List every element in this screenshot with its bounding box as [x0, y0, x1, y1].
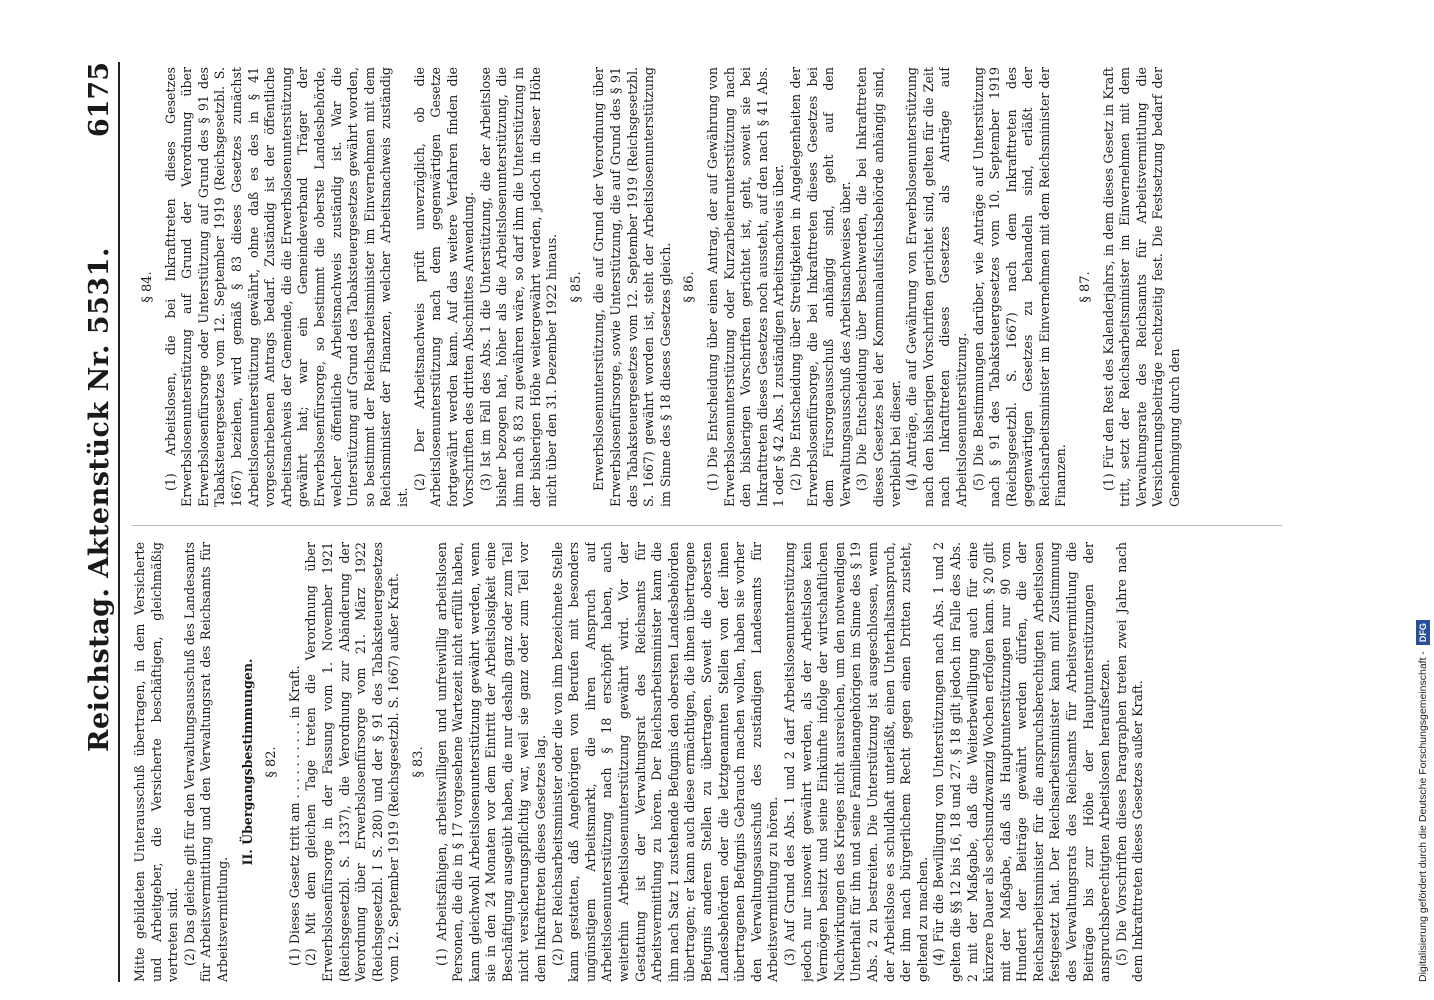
paragraph-heading: § 87.	[1078, 271, 1094, 303]
paragraph: (1) Für den Rest des Kalenderjahrs, in dem dieses Gesetz in Kraft tritt, setzt der Reichsarbeitsminister im Einvernehmen mit dem Verwaltungsrate des Reichsamts für Arbeitsvermittlung die Versicherungsbeiträge rechtzeitig fest. Die Festsetzung bedarf der Genehmigung durch den	[1100, 67, 1183, 507]
paragraph-heading: § 84.	[140, 271, 155, 303]
paragraph: (4) Für die Bewilligung von Unterstützungen nach Abs. 1 und 2 gelten die §§ 12 bis 16, 18 und 27. § 18 gilt jedoch im Falle des Abs. 2 mit der Maßgabe, daß die Weiterbewilligung auch für eine kürzere Dauer als sechsundzwanzig Wochen erfolgen kann. § 20 gilt mit der Maßgabe, daß als Hauptunterstützungen nur 90 vom Hundert der Beiträge gewährt werden dürfen, die der Reichsarbeitsminister für die anspruchsberechtigten Arbeitslosen festgesetzt hat. Der Reichsarbeitsminister kann mit Zustimmung des Verwaltungsrats des Reichsamts für Arbeitsvermittlung die Beiträge bis zur Höhe der Hauptunterstützungen der anspruchsberechtigten Arbeitslosen heraufsetzen.	[931, 542, 1113, 982]
paragraph: (1) Dieses Gesetz tritt am . . . . . . . . . . in Kraft.	[286, 665, 302, 966]
page-number: 6175	[84, 62, 115, 138]
paragraph: (1) Arbeitsfähigen, arbeitswilligen und unfreiwillig arbeitslosen Personen, die die in § 17 vorgesehene Wartezeit nicht erfüllt haben, kann gleichwohl Arbeitslosenunterstützung gewährt werden, wenn sie in den 24 Monaten vor dem Eintritt der Arbeitslosigkeit eine Beschäftigung ausgeübt haben, die nur deshalb ganz oder zum Teil nicht versicherungspflichtig war, weil sie ganz oder zum Teil vor dem Inkrafttreten dieses Gesetzes lag.	[433, 542, 549, 982]
paragraph: (2) Der Arbeitsnachweis prüft unverzüglich, ob die Arbeitslosenunterstützung nach dem gegenwärtigen Gesetze fortgewährt werden kann. Auf das weitere Verfahren finden die Vorschriften des dritten Abschnittes Anwendung.	[411, 67, 477, 507]
page-title: Reichstag. Aktenstück Nr. 5531.	[84, 247, 115, 752]
paragraph: Erwerbslosenunterstützung, die auf Grund der Verordnung über Erwerbslosenfürsorge, sowie Unterstützung, die auf Grund des § 91 des Tabaksteuergesetzes vom 12. September 1919 (Reichsgesetzbl. S. 1667) gewährt worden ist, steht der Arbeitslosenunterstützung im Sinne des § 18 dieses Gesetzes gleich.	[591, 67, 673, 507]
paragraph-heading: § 83.	[410, 746, 426, 778]
section-title: II. Übergangsbestimmungen.	[239, 658, 255, 866]
paragraph: (3) Ist im Fall des Abs. 1 die Unterstützung, die der Arbeitslose bisher bezogen hat, höher als die Arbeitslosenunterstützung, die ihm nach § 83 zu gewähren wäre, so darf ihm die Unterstützung in der bisherigen Höhe weitergewährt werden, jedoch in dieser Höhe nicht über den 31. Dezember 1922 hinaus.	[477, 67, 560, 507]
page-header	[80, 62, 120, 982]
paragraph: (2) Mit dem gleichen Tage treten die Verordnung über Erwerbslosenfürsorge in der Fassung vom 1. November 1921 (Reichsgesetzbl. S. 1337), die Verordnung zur Abänderung der Verordnung über Erwerbslosenfürsorge vom 21. März 1922 (Reichsgesetzbl. I S. 280) und der § 91 des Tabaksteuergesetzes vom 12. September 1919 (Reichsgesetzbl. S. 1667) außer Kraft.	[303, 542, 402, 982]
paragraph-heading: § 85.	[568, 271, 584, 303]
right-column	[132, 67, 1282, 507]
left-column	[132, 542, 1282, 982]
paragraph: (1) Arbeitslosen, die bei Inkrafttreten dieses Gesetzes Erwerbslosenunterstützung auf Grund der Verordnung über Erwerbslosenfürsorge oder Unterstützung auf Grund des § 91 des Tabaksteuergesetzes vom 12. September 1919 (Reichsgesetzbl. S. 1667) beziehen, wird gemäß § 83 dieses Gesetzes zunächst Arbeitslosenunterstützung gewährt, ohne daß es des in § 41 vorgeschriebenen Antrags bedarf. Zuständig ist der öffentliche Arbeitsnachweis der Gemeinde, die die Erwerbslosenunterstützung gewährt hat; war ein Gemeindeverband Träger der Erwerbslosenfürsorge, so bestimmt die oberste Landesbehörde, welcher öffentliche Arbeitsnachweis zuständig ist. War die Unterstützung auf Grund des Tabaksteuergesetzes gewährt worden, so bestimmt der Reichsarbeitsminister im Einvernehmen mit dem Reichsminister der Finanzen, welcher Arbeitsnachweis zuständig ist.	[162, 67, 410, 507]
paragraph: (2) Das gleiche gilt für den Verwaltungsausschuß des Landesamts für Arbeitsvermittlung und den Verwaltungsrat des Reichsamts für Arbeitsvermittlung.	[181, 542, 230, 982]
paragraph: (2) Die Entscheidung über Streitigkeiten in Angelegenheiten der Erwerbslosenfürsorge, die bei Inkrafttreten dieses Gesetzes bei dem Fürsorgeausschuß anhängig sind, geht auf den Verwaltungsausschuß des Arbeitsnachweises über.	[787, 67, 853, 507]
paragraph: (3) Auf Grund des Abs. 1 und 2 darf Arbeitslosenunterstützung jedoch nur insoweit gewährt werden, als der Arbeitslose kein Vermögen besitzt und seine Einkünfte infolge der wirtschaftlichen Nachwirkungen des Krieges nicht ausreichen, um den notwendigen Unterhalt für ihn und seine Familienangehörigen im Sinne des § 19 Abs. 2 zu bestreiten. Die Unterstützung ist ausgeschlossen, wenn der Arbeitslose es schuldhaft unterläßt, einen Unterhaltsanspruch, der ihm nach bürgerlichem Recht gegen einen Dritten zusteht, geltend zu machen.	[781, 542, 930, 982]
paragraph: (5) Die Vorschriften dieses Paragraphen treten zwei Jahre nach dem Inkrafttreten dieses Gesetzes außer Kraft.	[1113, 542, 1146, 982]
document-page	[80, 62, 1290, 982]
digitization-credit-text: Digitalisierung gefördert durch die Deutsche Forschungsgemeinschaft -	[1417, 651, 1429, 982]
paragraph-heading: § 86.	[682, 271, 698, 303]
digitization-credit	[1414, 2, 1432, 982]
paragraph: (4) Anträge, die auf Gewährung von Erwerbslosenunterstützung nach den bisherigen Vorschriften gerichtet sind, gelten für die Zeit nach Inkrafttreten dieses Gesetzes als Anträge auf Arbeitslosenunterstützung.	[904, 67, 969, 507]
paragraph: Mitte gebildeten Unterausschuß übertragen, in dem Versicherte und Arbeitgeber, die Versicherte beschäftigen, gleichmäßig vertreten sind.	[132, 542, 181, 982]
paragraph: (3) Die Entscheidung über Beschwerden, die bei Inkrafttreten dieses Gesetzes bei der Kommunalaufsichtsbehörde anhängig sind, verbleibt bei dieser.	[854, 67, 903, 507]
dfg-logo: DFG	[1416, 620, 1430, 645]
paragraph: (1) Die Entscheidung über einen Antrag, der auf Gewährung von Erwerbslosenunterstützung oder Kurzarbeiterunterstützung nach den bisherigen Vorschriften gerichtet ist, geht, soweit sie bei Inkrafttreten dieses Gesetzes noch aussteht, auf den nach § 41 Abs. 1 oder § 42 Abs. 1 zuständigen Arbeitsnachweis über.	[705, 67, 787, 507]
paragraph: (5) Die Bestimmungen darüber, wie Anträge auf Unterstützung nach § 91 des Tabaksteuergesetzes vom 10. September 1919 (Reichsgesetzbl. S. 1667) nach dem Inkrafttreten des gegenwärtigen Gesetzes zu behandeln sind, erläßt der Reichsarbeitsminister im Einvernehmen mit dem Reichsminister der Finanzen.	[970, 67, 1069, 507]
paragraph-heading: § 82.	[264, 746, 280, 778]
column-divider	[132, 525, 1282, 526]
paragraph: (2) Der Reichsarbeitsminister oder die von ihm bezeichnete Stelle kann gestatten, daß Angehörigen von Berufen mit besonders ungünstigem Arbeitsmarkt, die ihren Anspruch auf Arbeitslosenunterstützung nach § 18 erschöpft haben, auch weiterhin Arbeitslosenunterstützung gewährt wird. Vor der Gestattung ist der Verwaltungsrat des Reichsamts für Arbeitsvermittlung zu hören. Der Reichsarbeitsminister kann die ihm nach Satz 1 zustehende Befugnis den obersten Landesbehörden übertragen; er kann auch diese ermächtigen, die ihnen übertragene Befugnis anderen Stellen zu übertragen. Soweit die obersten Landesbehörden oder die letztgenannten Stellen von der ihnen übertragenen Befugnis Gebrauch machen wollen, haben sie vorher den Verwaltungsausschuß des zuständigen Landesamts für Arbeitsvermittlung zu hören.	[549, 542, 781, 982]
